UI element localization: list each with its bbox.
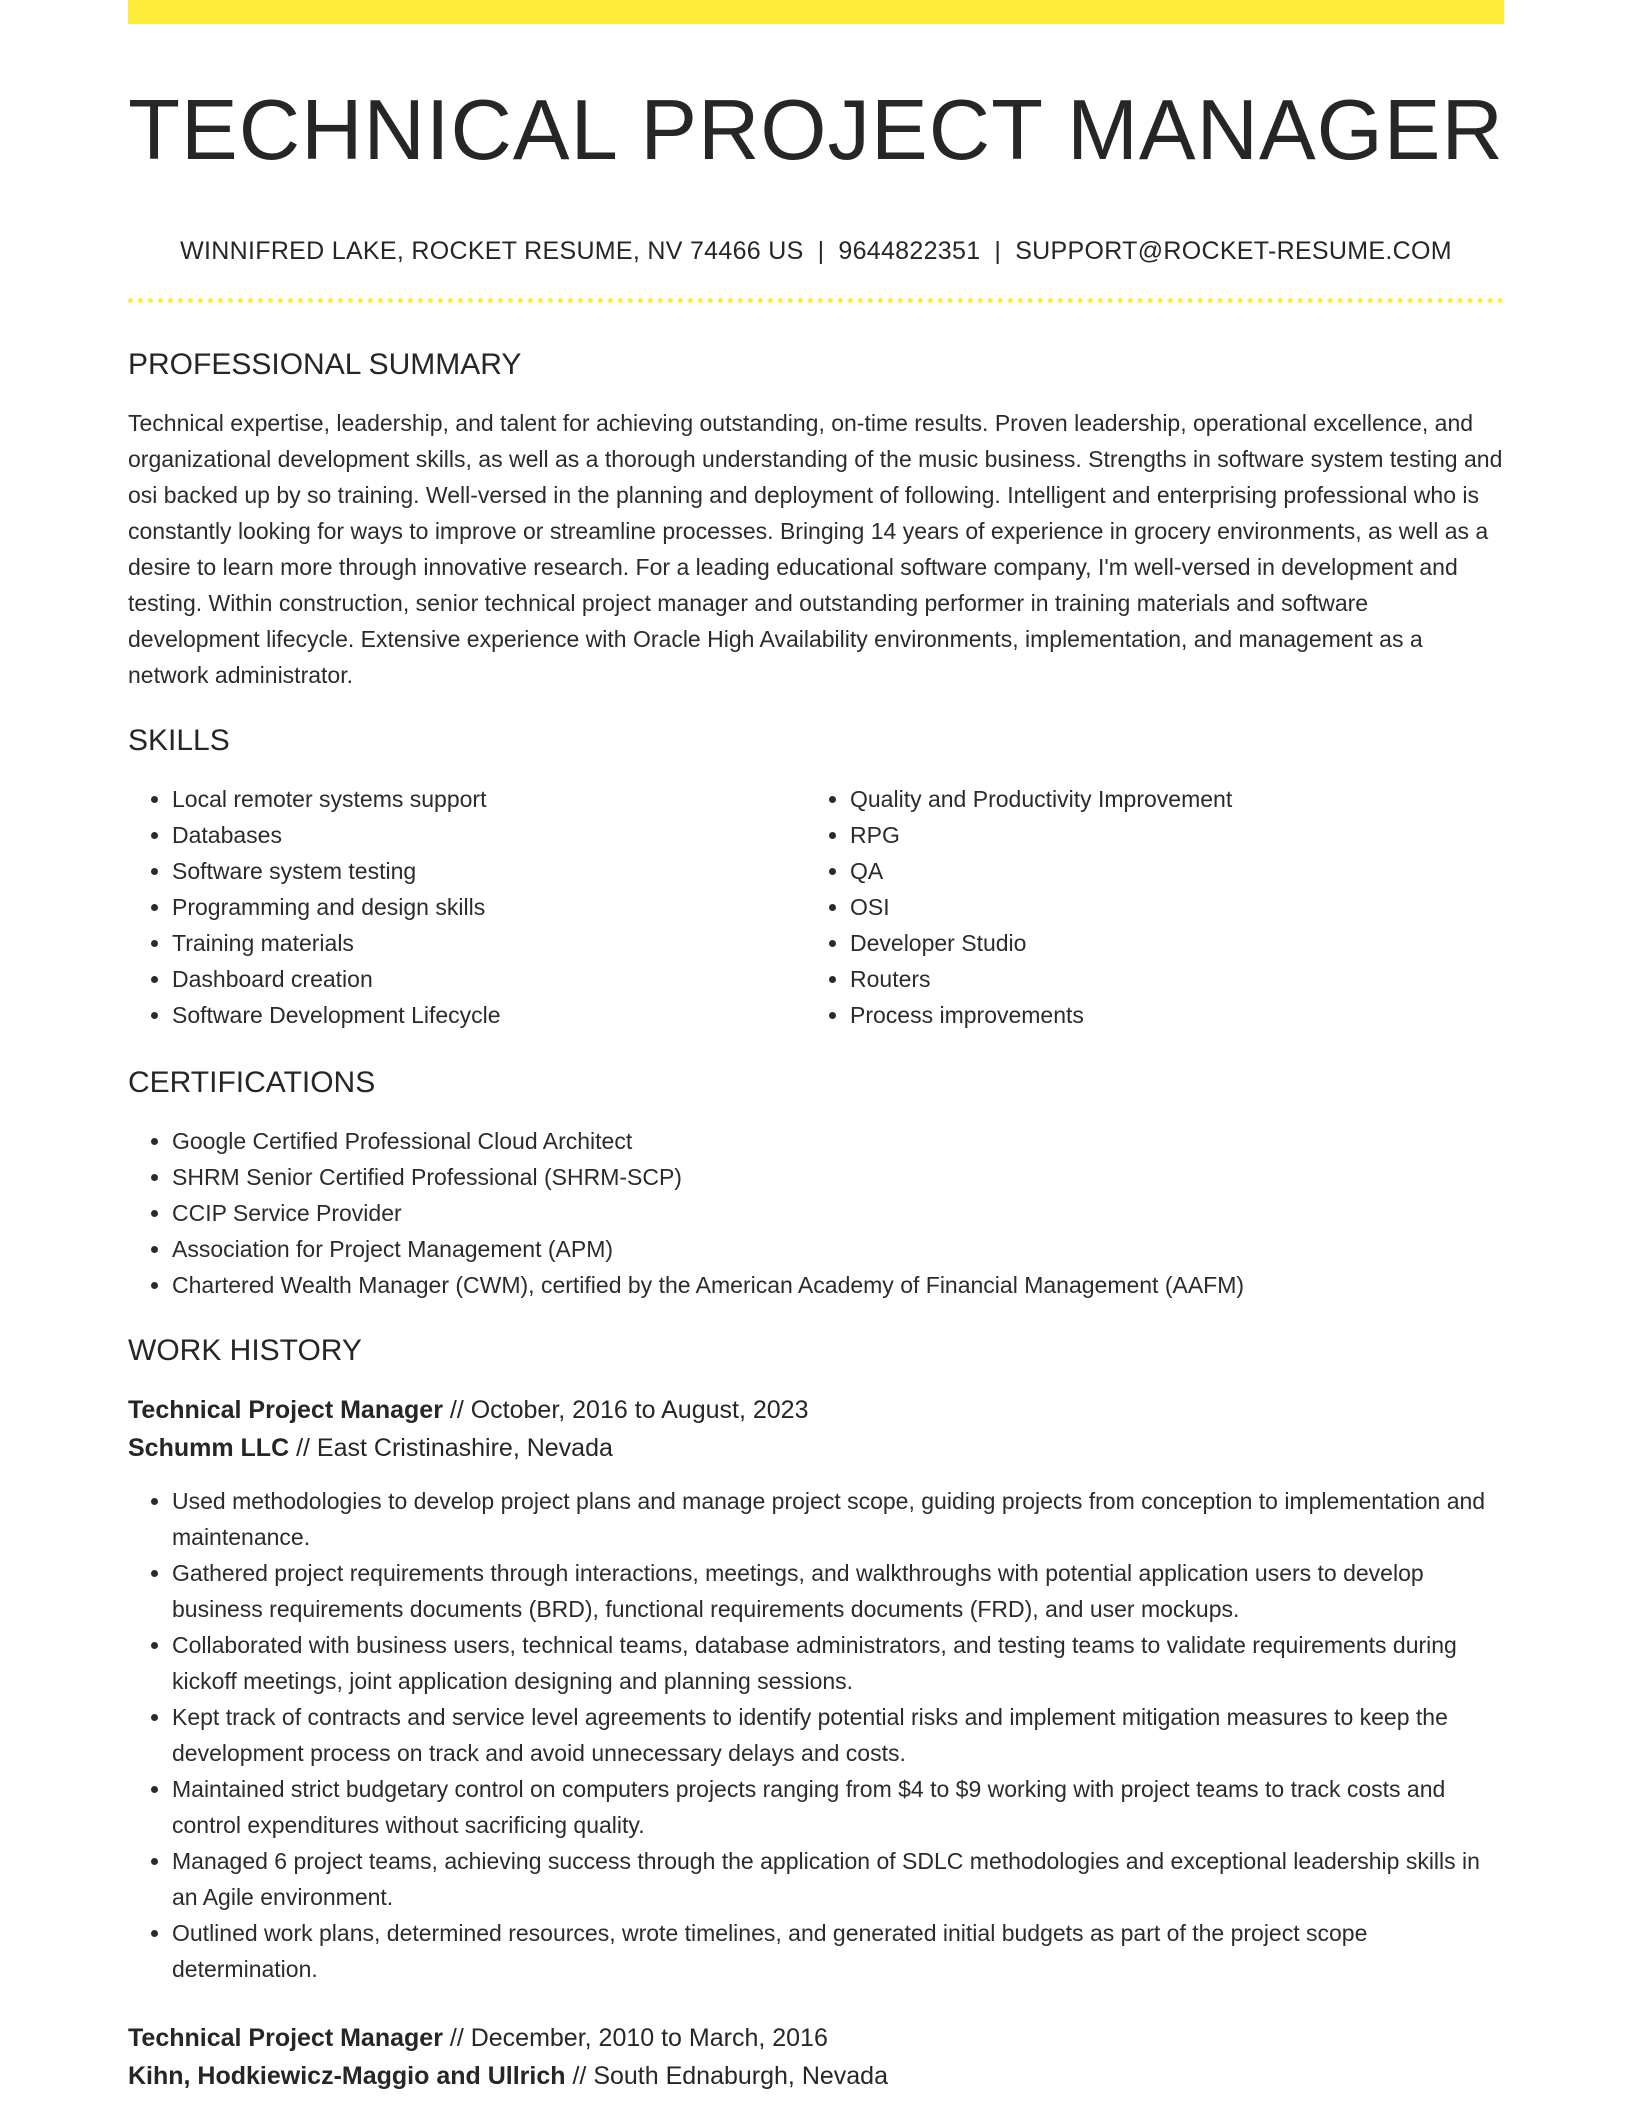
skill-item: • RPG <box>850 817 1484 853</box>
contact-email: SUPPORT@ROCKET-RESUME.COM <box>1015 237 1452 265</box>
skill-item: • QA <box>850 853 1484 889</box>
dotted-divider <box>128 298 1504 303</box>
skill-item: • Dashboard creation <box>172 961 806 997</box>
certification-item: • Google Certified Professional Cloud Architect <box>172 1123 1504 1159</box>
skill-item: • Local remoter systems support <box>172 781 806 817</box>
job-company-line <box>128 2057 1504 2095</box>
skill-item: • Process improvements <box>850 997 1484 1033</box>
job-bullet: • Gathered project requirements through interactions, meetings, and walkthroughs with potential application users to develop business requirements documents (BRD), functional requirements documents (FRD), and user mockups. <box>172 1555 1504 1627</box>
skills-heading: SKILLS <box>128 724 230 757</box>
certification-item: • Chartered Wealth Manager (CWM), certified by the American Academy of Financial Management (AAFM) <box>172 1267 1504 1303</box>
skills-grid <box>128 781 1504 1033</box>
contact-separator: | <box>994 237 1002 265</box>
summary-heading: PROFESSIONAL SUMMARY <box>128 348 522 381</box>
skills-left-column <box>128 781 806 1033</box>
skill-item: • Software system testing <box>172 853 806 889</box>
job-bullet: • Outlined work plans, determined resources, wrote timelines, and generated initial budgets as part of the project scope determination. <box>172 1915 1504 1987</box>
skill-item: • OSI <box>850 889 1484 925</box>
job-role: Technical Project Manager <box>128 1396 443 1424</box>
job-role-line <box>128 2019 1504 2057</box>
job-company: Schumm LLC <box>128 1434 290 1462</box>
contact-address: WINNIFRED LAKE, ROCKET RESUME, NV 74466 US <box>180 237 804 265</box>
job-bullet-list <box>128 1483 1504 1987</box>
certification-item: • CCIP Service Provider <box>172 1195 1504 1231</box>
job-role-line <box>128 1391 1504 1429</box>
certification-item: • Association for Project Management (APM) <box>172 1231 1504 1267</box>
resume-page <box>128 0 1504 2095</box>
work-history-heading: WORK HISTORY <box>128 1334 362 1367</box>
skill-item: • Routers <box>850 961 1484 997</box>
skill-item: • Developer Studio <box>850 925 1484 961</box>
job-location: // South Ednaburgh, Nevada <box>572 2062 888 2090</box>
job-bullet: • Used methodologies to develop project plans and manage project scope, guiding projects from conception to implementation and maintenance. <box>172 1483 1504 1555</box>
job-bullet: • Kept track of contracts and service level agreements to identify potential risks and implement mitigation measures to keep the development process on track and avoid unnecessary delays and costs. <box>172 1699 1504 1771</box>
job-bullet: • Collaborated with business users, technical teams, database administrators, and testing teams to validate requirements during kickoff meetings, joint application designing and planning sessions. <box>172 1627 1504 1699</box>
job-location: // East Cristinashire, Nevada <box>296 1434 613 1462</box>
contact-line <box>128 235 1504 267</box>
contact-separator: | <box>817 237 825 265</box>
certification-item: • SHRM Senior Certified Professional (SHRM-SCP) <box>172 1159 1504 1195</box>
contact-phone: 9644822351 <box>838 237 981 265</box>
job-bullet: • Managed 6 project teams, achieving success through the application of SDLC methodologies and exceptional leadership skills in an Agile environment. <box>172 1843 1504 1915</box>
accent-top-bar <box>128 0 1504 24</box>
skill-item: • Software Development Lifecycle <box>172 997 806 1033</box>
job-dates: // October, 2016 to August, 2023 <box>449 1396 809 1424</box>
skill-item: • Programming and design skills <box>172 889 806 925</box>
job-bullet: • Maintained strict budgetary control on computers projects ranging from $4 to $9 working with project teams to track costs and control expenditures without sacrificing quality. <box>172 1771 1504 1843</box>
job-dates: // December, 2010 to March, 2016 <box>449 2024 828 2052</box>
summary-text: Technical expertise, leadership, and talent for achieving outstanding, on-time results. Proven leadership, operational excellence, and organizational development skills, as well as a thorough understanding of the music business. Strengths in software system testing and osi backed up by so training. Well-versed in the planning and deployment of following. Intelligent and enterprising professional who is constantly looking for ways to improve or streamline processes. Bringing 14 years of experience in grocery environments, as well as a desire to learn more through innovative research. For a leading educational software company, I'm well-versed in development and testing. Within construction, senior technical project manager and outstanding performer in training materials and software development lifecycle. Extensive experience with Oracle High Availability environments, implementation, and management as a network administrator. <box>128 410 1503 688</box>
skill-item: • Databases <box>172 817 806 853</box>
certifications-heading: CERTIFICATIONS <box>128 1066 376 1099</box>
certifications-list <box>128 1123 1504 1303</box>
skill-item: • Quality and Productivity Improvement <box>850 781 1484 817</box>
skill-item: • Training materials <box>172 925 806 961</box>
job-company: Kihn, Hodkiewicz-Maggio and Ullrich <box>128 2062 566 2090</box>
resume-title: TECHNICAL PROJECT MANAGER <box>128 83 1504 178</box>
skills-right-column <box>806 781 1484 1033</box>
job-role: Technical Project Manager <box>128 2024 443 2052</box>
job-company-line <box>128 1429 1504 1467</box>
